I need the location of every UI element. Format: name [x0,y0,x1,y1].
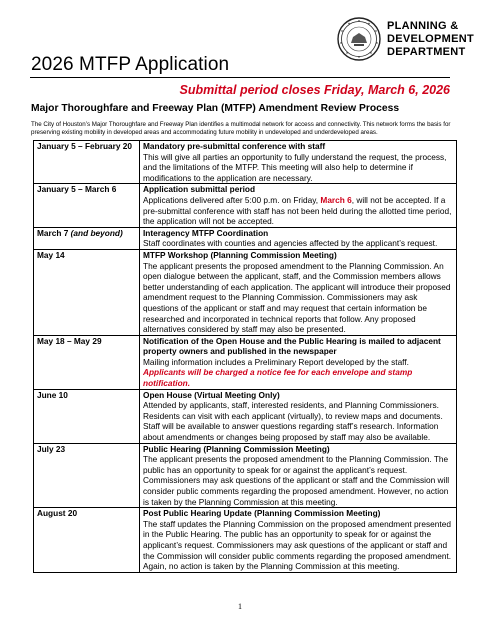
event-description: This will give all parties an opportunity to fully understand the request, the process, and the limitations of the MTFP. This meeting will also help to determine if modifications to the application are necessary. [143,151,447,183]
schedule-row [34,249,457,335]
deadline-highlight: March 6 [320,194,352,205]
schedule-date-text: March 7 [37,227,71,238]
schedule-event [140,335,457,389]
event-title: Interagency MTFP Coordination [143,227,269,238]
schedule-row [34,227,457,249]
schedule-event [140,508,457,573]
schedule-date-note: (and beyond) [70,227,123,238]
event-title: Post Public Hearing Update (Planning Commission Meeting) [143,508,381,519]
event-title: Open House (Virtual Meeting Only) [143,389,280,400]
schedule-row [34,389,457,443]
schedule-date: January 5 – February 20 [34,141,140,184]
schedule-row [34,184,457,227]
page-header [0,0,480,80]
schedule-row [34,141,457,184]
schedule-date: July 23 [34,443,140,508]
event-title: MTFP Workshop (Planning Commission Meeting) [143,249,337,260]
schedule-date: January 5 – March 6 [34,184,140,227]
city-seal-icon [337,17,381,61]
event-title: Notification of the Open House and the Public Hearing is mailed to adjacent property owners and published in the newspaper [143,335,441,357]
event-description: The applicant presents the proposed amendment to the Planning Commission. An open dialogue between the applicant, staff, and the Commission members allows better understanding of each application. The applicant will introduce their proposed amendment request to the Planning Commission. Commissioners may ask questions of the applicant or staff and may request that certain information be researched and incorporated in technical reports that follow. Any proposed alternatives considered by staff may also be presented. [143,260,451,335]
section-title: Major Thoroughfare and Freeway Plan (MTFP) Amendment Review Process [31,103,400,114]
schedule-event [140,249,457,335]
intro-paragraph: The City of Houston’s Major Thoroughfare and Freeway Plan identifies a multimodal network for access and connectivity. This network forms the basis for preserving existing mobility in developed areas and accommodating future mobility in undeveloped and underdeveloped areas. [31,121,451,136]
submittal-deadline-notice: Submittal period closes Friday, March 6, 2026 [179,83,450,97]
department-logo [387,20,474,59]
event-description [143,195,454,227]
event-description: Mailing information includes a Preliminary Report developed by the staff. [143,356,409,367]
event-description: Attended by applicants, staff, interested residents, and Planning Commissioners. Residents can visit with each applicant (virtually), to review maps and documents. Staff will be available to answer questions regarding staff’s research. Information about amendments or changes being proposed by staff may also be available. [143,400,443,443]
schedule-event [140,443,457,508]
dept-logo-line-2: DEVELOPMENT [387,33,475,45]
dept-logo-line-1: PLANNING & [387,20,459,32]
schedule-table [33,140,457,573]
page-number: 1 [238,602,242,611]
schedule-date: June 10 [34,389,140,443]
schedule-row [34,508,457,573]
schedule-event [140,389,457,443]
event-title: Mandatory pre-submittal conference with staff [143,141,326,151]
document-title: 2026 MTFP Application [31,54,230,75]
schedule-event [140,184,457,227]
schedule-row [34,335,457,389]
event-description-part: Applications delivered after 5:00 p.m. on Friday, [143,194,321,205]
fee-warning: Applicants will be charged a notice fee for each envelope and stamp notification. [143,367,413,389]
event-description: The applicant presents the proposed amendment to the Planning Commission. The public has an opportunity to speak for or against the applicant’s request. Commissioners may ask questions of the applicant or staff and the Commission will consider public comments regarding the proposed amendment. However, no action is taken by the Planning Commission at this meeting. [143,454,450,507]
event-title: Public Hearing (Planning Commission Meeting) [143,443,330,454]
schedule-event [140,141,457,184]
event-description-part: , will not be accepted. If a pre-submittal conference with staff has not been held during the allotted time period, the application will not be accepted. [143,194,452,227]
schedule-date: May 18 – May 29 [34,335,140,389]
schedule-event [140,227,457,249]
event-title: Application submittal period [143,184,256,195]
schedule-date [34,227,140,249]
schedule-date: August 20 [34,508,140,573]
event-description: Staff coordinates with counties and agencies affected by the applicant’s request. [143,238,438,249]
schedule-row [34,443,457,508]
header-divider [30,77,450,78]
event-description: The staff updates the Planning Commission on the proposed amendment presented in the Public Hearing. The public has an opportunity to speak for or against the applicant’s request. Commissioners may ask questions of the applicant or staff and the Commission will consider public comments regarding the proposed amendment. Again, no action is taken by the Planning Commission at this meeting. [143,518,452,572]
schedule-date: May 14 [34,249,140,335]
dept-logo-line-3: DEPARTMENT [387,46,466,58]
